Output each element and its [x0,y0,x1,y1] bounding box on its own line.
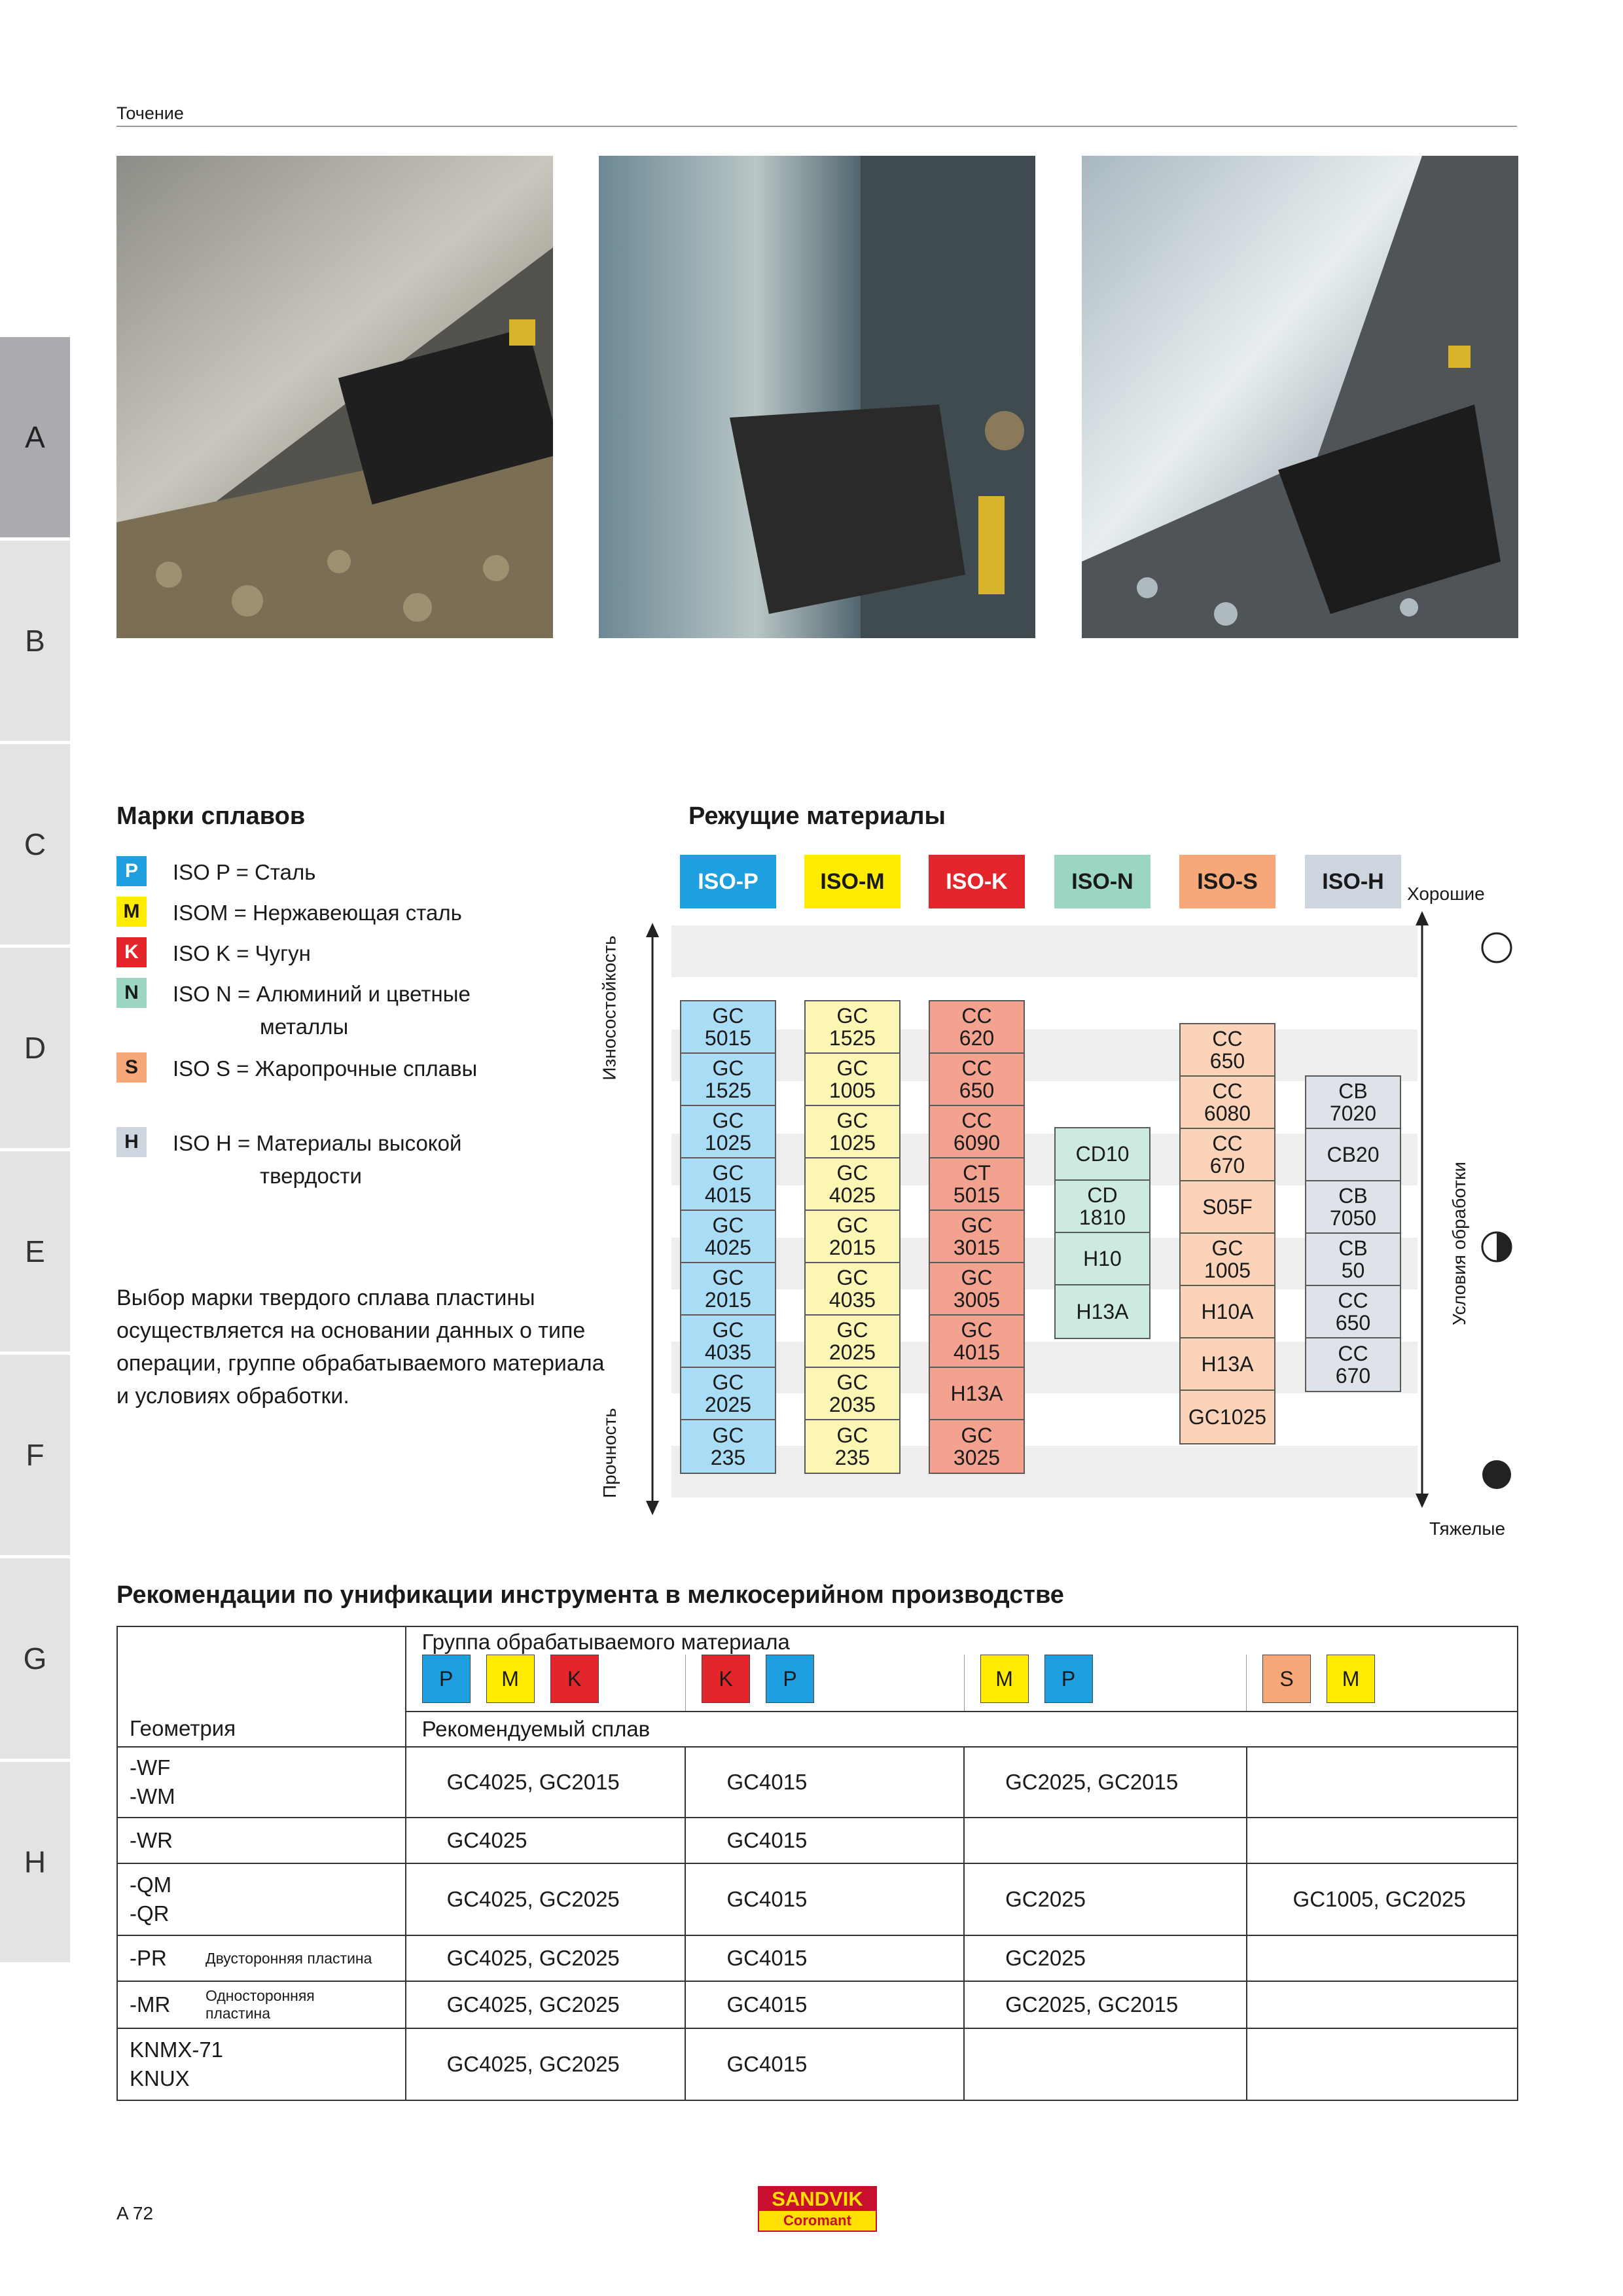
group-badge-k: K [702,1655,750,1703]
group-badge-m: M [486,1655,535,1703]
axis-wear-resistance: Износостойкость [599,935,620,1081]
axis-good: Хорошие [1407,884,1485,904]
grade-cell: CC 6080 [1181,1077,1274,1129]
grade-cell: GC 2015 [806,1211,899,1263]
geometry-header-cell [117,1626,406,1747]
group-badge-m: M [1327,1655,1375,1703]
grades-legend-title: Марки сплавов [116,802,306,830]
legend-item [116,856,315,886]
alloy-cell: GC2025 [964,1935,1246,1981]
grade-cell: GC1025 [1181,1391,1274,1443]
grade-cell: CC 620 [930,1001,1024,1054]
grade-cell: CC 650 [930,1054,1024,1106]
grades-paragraph: Выбор марки твердого сплава пластины осуществляется на основании данных о типе операции, группе обрабатываемого материала и условиях обработки. [116,1285,605,1408]
group-badge-s: S [1262,1655,1311,1703]
group-badge-k: K [550,1655,599,1703]
side-tab-h[interactable]: H [0,1762,70,1962]
grade-cell: CC 650 [1306,1286,1400,1338]
alloy-cell [1247,1981,1518,2028]
legend-text: ISO S = Жаропрочные сплавы [173,1056,478,1081]
geometry-cell [117,1935,406,1981]
geometry-code: KNMX-71 KNUX [130,2037,224,2090]
alloy-cell [1247,1747,1518,1818]
legend-badge-h: H [116,1127,147,1157]
grade-cell: GC 3015 [930,1211,1024,1263]
alloy-cell: GC4025 [406,1818,686,1863]
group-badge-p: P [422,1655,471,1703]
header-divider [116,126,1517,127]
geometry-cell [117,1818,406,1863]
side-tab-f[interactable]: F [0,1355,70,1555]
alloy-cell: GC1005, GC2025 [1247,1863,1518,1935]
axis-heavy: Тяжелые [1429,1518,1506,1539]
iso-header-iso-n: ISO-N [1054,855,1150,908]
group-badge-p: P [1044,1655,1093,1703]
photo-turning-shaft [116,156,553,638]
alloy-cell: GC4025, GC2015 [406,1747,686,1818]
cutting-materials-title: Режущие материалы [688,802,946,830]
legend-badge-k: K [116,937,147,967]
alloy-cell: GC4015 [685,1981,964,2028]
geometry-cell [117,2028,406,2100]
grade-cell: GC 4025 [806,1158,899,1211]
group-header-cell [406,1626,1518,1655]
group-badge-p: P [766,1655,814,1703]
grade-cell: H10 [1056,1233,1149,1285]
grade-cell: GC 235 [681,1420,775,1473]
grade-column-iso-n [1054,1127,1150,1339]
grade-cell: GC 1525 [806,1001,899,1054]
legend-text-line: ISO N = Алюминий и цветные [173,982,471,1006]
group-badges-cell [685,1655,964,1712]
alloy-cell: GC4015 [685,1935,964,1981]
grade-cell: GC 3025 [930,1420,1024,1473]
legend-badge-s: S [116,1052,147,1083]
group-badges-cell [1247,1655,1518,1712]
iso-header-iso-h: ISO-H [1305,855,1401,908]
grade-cell: CB 7020 [1306,1077,1400,1129]
grade-cell: CC 6090 [930,1106,1024,1158]
grade-cell: GC 235 [806,1420,899,1473]
table-row [117,1747,1518,1818]
grade-column-iso-k [929,1000,1025,1474]
side-tab-d[interactable]: D [0,948,70,1148]
grade-column-iso-m [804,1000,901,1474]
legend-badge-n: N [116,978,147,1008]
legend-text-line: твердости [260,1164,362,1188]
alloy-cell: GC4015 [685,2028,964,2100]
grade-cell: CC 650 [1181,1024,1274,1077]
grade-cell: CC 670 [1181,1129,1274,1181]
alloy-header-cell [406,1712,1518,1747]
side-tab-b[interactable]: B [0,541,70,741]
grade-cell: GC 4035 [681,1316,775,1368]
side-tab-g[interactable]: G [0,1558,70,1759]
iso-header-iso-s: ISO-S [1179,855,1275,908]
alloy-cell [1247,1935,1518,1981]
grade-column-iso-p [680,1000,776,1474]
normal-conditions-icon [1480,1230,1513,1263]
grade-cell: GC 1005 [1181,1234,1274,1286]
geometry-code: -WR [130,1828,173,1852]
grade-cell: GC 2015 [681,1263,775,1316]
legend-item [116,978,471,1039]
grade-cell: GC 4025 [681,1211,775,1263]
grade-cell: GC 1525 [681,1054,775,1106]
geometry-note: Односторонняя пластина [205,1987,315,2022]
legend-item [116,1127,462,1188]
grade-cell: H13A [1181,1338,1274,1391]
geometry-cell [117,1747,406,1818]
table-row [117,1935,1518,1981]
legend-text [173,1127,461,1193]
grade-cell: GC 1025 [681,1106,775,1158]
alloy-header: Рекомендуемый сплав [421,1717,651,1741]
sandvik-logo [758,2186,877,2232]
grade-cell: GC 2035 [806,1368,899,1420]
group-header: Группа обрабатываемого материала [421,1630,790,1654]
grade-cell: CB 50 [1306,1234,1400,1286]
iso-header-iso-k: ISO-K [929,855,1025,908]
good-conditions-icon [1480,931,1513,964]
geometry-code: -QM -QR [130,1873,172,1926]
iso-header-iso-p: ISO-P [680,855,776,908]
photo-turning-disc [599,156,1035,638]
grade-cell: GC 4015 [681,1158,775,1211]
grade-cell: CC 670 [1306,1338,1400,1391]
grade-cell: GC 4015 [930,1316,1024,1368]
grade-cell: GC 3005 [930,1263,1024,1316]
geometry-cell [117,1863,406,1935]
grade-cell: CB 7050 [1306,1181,1400,1234]
table-row [117,1818,1518,1863]
grade-cell: CD 1810 [1056,1181,1149,1233]
legend-badge-p: P [116,856,147,886]
iso-header-iso-m: ISO-M [804,855,901,908]
grade-cell: GC 2025 [681,1368,775,1420]
alloy-cell: GC2025, GC2015 [964,1747,1246,1818]
alloy-cell: GC4015 [685,1863,964,1935]
legend-text [173,978,471,1043]
chart-band [671,1030,1418,1081]
alloy-cell [1247,1818,1518,1863]
legend-text: ISO K = Чугун [173,941,311,965]
alloy-cell [964,1818,1246,1863]
side-tab-a[interactable]: A [0,337,70,537]
side-tab-e[interactable]: E [0,1151,70,1352]
alloy-cell: GC4025, GC2025 [406,1935,686,1981]
alloy-cell [964,2028,1246,2100]
legend-text: ISOM = Нержавеющая сталь [173,901,462,925]
chart-band [671,925,1418,977]
page-number: A 72 [116,2203,154,2223]
legend-item [116,937,311,967]
recommendations-title: Рекомендации по унификации инструмента в мелкосерийном производстве [116,1581,1064,1609]
legend-text-line: ISO H = Материалы высокой [173,1131,462,1155]
chart-band [671,1446,1418,1498]
grade-cell: H13A [1056,1285,1149,1338]
alloy-cell: GC4025, GC2025 [406,1863,686,1935]
table-row [117,2028,1518,2100]
difficult-conditions-icon [1480,1458,1513,1491]
legend-item [116,1052,477,1083]
axis-conditions: Условия обработки [1449,1161,1469,1326]
logo-top: SANDVIK [759,2187,876,2211]
photo-turning-coolant [1082,156,1518,638]
grade-cell: CT 5015 [930,1158,1024,1211]
table-row [117,1863,1518,1935]
grade-cell: H13A [930,1368,1024,1420]
recommendations-table [116,1626,1518,2101]
grade-cell: CD10 [1056,1128,1149,1181]
legend-item [116,897,462,927]
alloy-cell: GC4015 [685,1818,964,1863]
grade-cell: CB20 [1306,1129,1400,1181]
alloy-cell: GC2025 [964,1863,1246,1935]
alloy-cell: GC4015 [685,1747,964,1818]
geometry-code: -PR [130,1946,167,1970]
grade-cell: H10A [1181,1286,1274,1338]
geometry-note: Двусторонняя пластина [205,1949,372,1967]
group-badges-cell [406,1655,686,1712]
group-header-row [117,1626,1518,1655]
grade-cell: S05F [1181,1181,1274,1234]
section-title: Точение [116,103,184,123]
legend-badge-m: M [116,897,147,927]
geometry-code: -WF -WM [130,1755,175,1808]
grade-column-iso-s [1179,1023,1275,1444]
geometry-header: Геометрия [130,1716,236,1740]
grade-cell: GC 1005 [806,1054,899,1106]
logo-bottom: Coromant [783,2212,851,2229]
grade-cell: GC 1025 [806,1106,899,1158]
grade-cell: GC 4035 [806,1263,899,1316]
alloy-cell: GC2025, GC2015 [964,1981,1246,2028]
grade-cell: GC 2025 [806,1316,899,1368]
alloy-cell: GC4025, GC2025 [406,1981,686,2028]
alloy-cell: GC4025, GC2025 [406,2028,686,2100]
group-badge-m: M [980,1655,1029,1703]
legend-text-line: металлы [260,1014,349,1039]
side-tab-c[interactable]: C [0,744,70,944]
geometry-code: -MR [130,1992,171,2017]
axis-toughness: Прочность [599,1408,620,1498]
table-row [117,1981,1518,2028]
alloy-cell [1247,2028,1518,2100]
geometry-cell [117,1981,406,2028]
grade-cell: GC 5015 [681,1001,775,1054]
right-axis-arrow [1412,911,1432,1508]
group-badges-cell [964,1655,1246,1712]
legend-text: ISO P = Сталь [173,860,316,884]
